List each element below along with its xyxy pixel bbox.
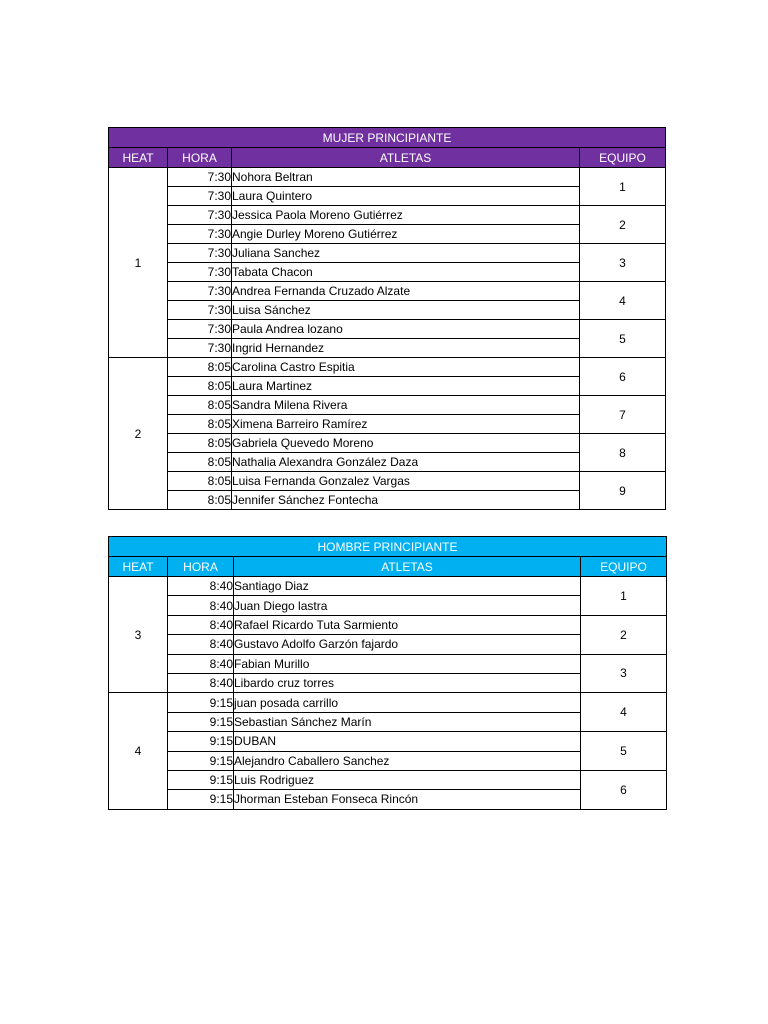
athlete-name: Gabriela Quevedo Moreno bbox=[232, 434, 580, 453]
team-number: 1 bbox=[580, 168, 666, 206]
men-beginner-table bbox=[108, 536, 667, 810]
table-row bbox=[109, 770, 667, 789]
athlete-name: Carolina Castro Espitia bbox=[232, 358, 580, 377]
section-title: MUJER PRINCIPIANTE bbox=[109, 128, 666, 148]
start-time: 8:40 bbox=[168, 635, 234, 654]
start-time: 7:30 bbox=[168, 320, 232, 339]
start-time: 7:30 bbox=[168, 263, 232, 282]
athlete-name: Santiago Diaz bbox=[234, 577, 581, 596]
start-time: 8:40 bbox=[168, 654, 234, 673]
team-number: 8 bbox=[580, 434, 666, 472]
heat-number: 2 bbox=[109, 358, 168, 510]
start-time: 8:05 bbox=[168, 415, 232, 434]
start-time: 8:40 bbox=[168, 673, 234, 692]
start-time: 8:05 bbox=[168, 377, 232, 396]
team-number: 2 bbox=[580, 206, 666, 244]
team-number: 6 bbox=[581, 770, 667, 809]
start-time: 8:05 bbox=[168, 396, 232, 415]
start-time: 9:15 bbox=[168, 790, 234, 809]
team-number: 3 bbox=[581, 654, 667, 693]
section-title: HOMBRE PRINCIPIANTE bbox=[109, 537, 667, 557]
start-time: 9:15 bbox=[168, 693, 234, 712]
section-title-row bbox=[109, 537, 667, 557]
athlete-name: Nohora Beltran bbox=[232, 168, 580, 187]
table-row bbox=[109, 396, 666, 415]
athlete-name: Sebastian Sánchez Marín bbox=[234, 712, 581, 731]
column-header-heat: HEAT bbox=[109, 557, 168, 577]
team-number: 4 bbox=[581, 693, 667, 732]
start-time: 7:30 bbox=[168, 187, 232, 206]
column-header-atletas: ATLETAS bbox=[232, 148, 580, 168]
table-row bbox=[109, 320, 666, 339]
athlete-name: Jennifer Sánchez Fontecha bbox=[232, 491, 580, 510]
column-header-heat: HEAT bbox=[109, 148, 168, 168]
athlete-name: DUBAN bbox=[234, 732, 581, 751]
athlete-name: Juan Diego lastra bbox=[234, 596, 581, 615]
team-number: 3 bbox=[580, 244, 666, 282]
heat-number: 4 bbox=[109, 693, 168, 809]
team-number: 1 bbox=[581, 577, 667, 616]
team-number: 9 bbox=[580, 472, 666, 510]
column-header-row bbox=[109, 557, 667, 577]
athlete-name: Libardo cruz torres bbox=[234, 673, 581, 692]
column-header-hora: HORA bbox=[168, 557, 234, 577]
start-time: 9:15 bbox=[168, 732, 234, 751]
table-row bbox=[109, 615, 667, 634]
table-row bbox=[109, 732, 667, 751]
team-number: 7 bbox=[580, 396, 666, 434]
table-row bbox=[109, 244, 666, 263]
table-row bbox=[109, 282, 666, 301]
table-row bbox=[109, 577, 667, 596]
start-time: 7:30 bbox=[168, 301, 232, 320]
athlete-name: Paula Andrea lozano bbox=[232, 320, 580, 339]
athlete-name: Ximena Barreiro Ramírez bbox=[232, 415, 580, 434]
athlete-name: Tabata Chacon bbox=[232, 263, 580, 282]
section-title-row bbox=[109, 128, 666, 148]
start-time: 8:40 bbox=[168, 596, 234, 615]
start-time: 7:30 bbox=[168, 244, 232, 263]
women-beginner-table bbox=[108, 127, 666, 510]
heat-number: 1 bbox=[109, 168, 168, 358]
start-time: 9:15 bbox=[168, 751, 234, 770]
athlete-name: Luis Rodriguez bbox=[234, 770, 581, 789]
athlete-name: Juliana Sanchez bbox=[232, 244, 580, 263]
table-row bbox=[109, 358, 666, 377]
table-row bbox=[109, 654, 667, 673]
athlete-name: Nathalia Alexandra González Daza bbox=[232, 453, 580, 472]
start-time: 9:15 bbox=[168, 712, 234, 731]
start-time: 7:30 bbox=[168, 282, 232, 301]
athlete-name: Jhorman Esteban Fonseca Rincón bbox=[234, 790, 581, 809]
team-number: 5 bbox=[581, 732, 667, 771]
athlete-name: juan posada carrillo bbox=[234, 693, 581, 712]
start-time: 8:05 bbox=[168, 453, 232, 472]
team-number: 6 bbox=[580, 358, 666, 396]
start-time: 7:30 bbox=[168, 339, 232, 358]
athlete-name: Ingrid Hernandez bbox=[232, 339, 580, 358]
athlete-name: Fabian Murillo bbox=[234, 654, 581, 673]
athlete-name: Angie Durley Moreno Gutiérrez bbox=[232, 225, 580, 244]
column-header-equipo: EQUIPO bbox=[581, 557, 667, 577]
team-number: 2 bbox=[581, 615, 667, 654]
table-row bbox=[109, 168, 666, 187]
athlete-name: Luisa Fernanda Gonzalez Vargas bbox=[232, 472, 580, 491]
start-time: 9:15 bbox=[168, 770, 234, 789]
column-header-atletas: ATLETAS bbox=[234, 557, 581, 577]
athlete-name: Alejandro Caballero Sanchez bbox=[234, 751, 581, 770]
athlete-name: Rafael Ricardo Tuta Sarmiento bbox=[234, 615, 581, 634]
athlete-name: Laura Martinez bbox=[232, 377, 580, 396]
table-row bbox=[109, 434, 666, 453]
start-time: 7:30 bbox=[168, 225, 232, 244]
athlete-name: Andrea Fernanda Cruzado Alzate bbox=[232, 282, 580, 301]
column-header-hora: HORA bbox=[168, 148, 232, 168]
start-time: 7:30 bbox=[168, 168, 232, 187]
start-time: 8:05 bbox=[168, 472, 232, 491]
athlete-name: Luisa Sánchez bbox=[232, 301, 580, 320]
athlete-name: Sandra Milena Rivera bbox=[232, 396, 580, 415]
start-time: 8:05 bbox=[168, 434, 232, 453]
start-time: 7:30 bbox=[168, 206, 232, 225]
table-row bbox=[109, 472, 666, 491]
athlete-name: Jessica Paola Moreno Gutiérrez bbox=[232, 206, 580, 225]
team-number: 4 bbox=[580, 282, 666, 320]
start-time: 8:05 bbox=[168, 491, 232, 510]
table-row bbox=[109, 693, 667, 712]
start-time: 8:40 bbox=[168, 615, 234, 634]
start-time: 8:05 bbox=[168, 358, 232, 377]
column-header-equipo: EQUIPO bbox=[580, 148, 666, 168]
start-time: 8:40 bbox=[168, 577, 234, 596]
team-number: 5 bbox=[580, 320, 666, 358]
athlete-name: Laura Quintero bbox=[232, 187, 580, 206]
athlete-name: Gustavo Adolfo Garzón fajardo bbox=[234, 635, 581, 654]
heat-number: 3 bbox=[109, 577, 168, 693]
column-header-row bbox=[109, 148, 666, 168]
table-row bbox=[109, 206, 666, 225]
